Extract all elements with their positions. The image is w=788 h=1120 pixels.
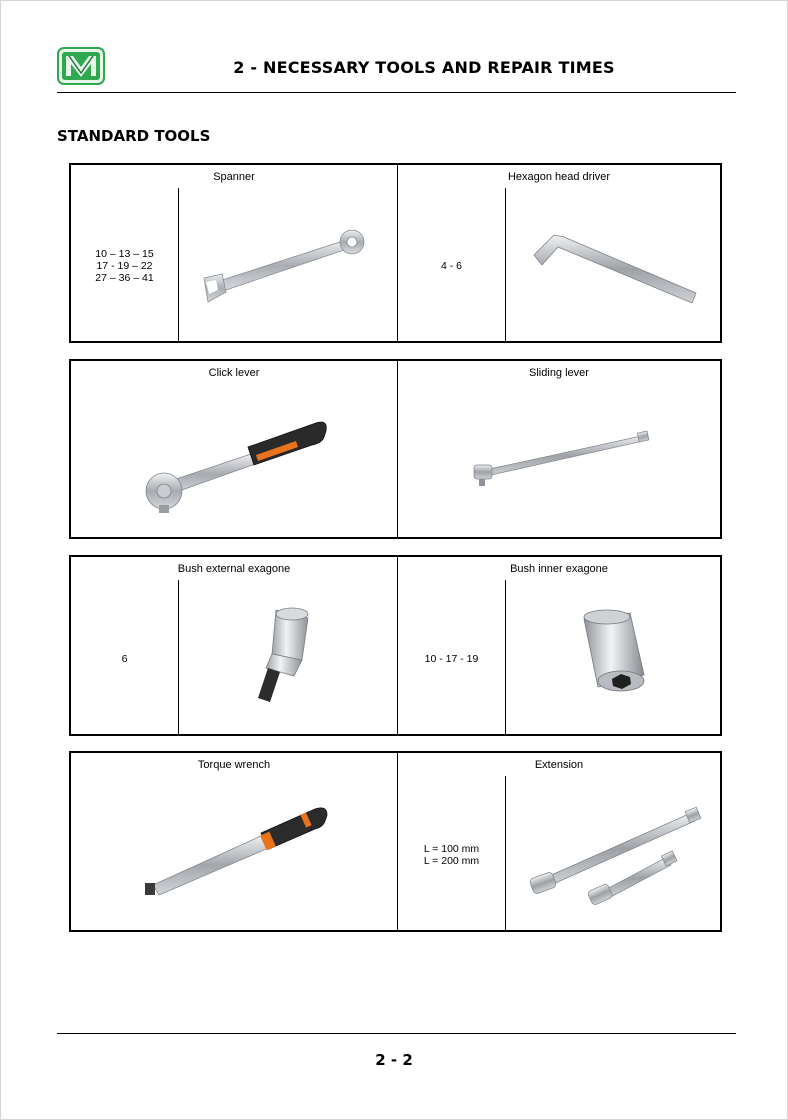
tool-cell-sliding-lever [398,361,720,537]
torque-wrench-image [139,803,334,903]
section-title: STANDARD TOOLS [57,127,211,145]
tool-cell-extension [398,753,720,930]
tool-name: Sliding lever [529,367,589,379]
tool-cell-bush-external-exagone [71,557,398,734]
column-divider [178,188,179,341]
tool-name: Extension [534,759,584,771]
tool-sizes [398,653,505,665]
tool-table-4 [69,751,722,932]
size-line: 27 – 36 – 41 [95,272,154,284]
tool-sizes [71,653,178,665]
footer-rule [57,1033,736,1034]
page-header-title: 2 - NECESSARY TOOLS AND REPAIR TIMES [233,58,615,77]
tool-sizes [398,260,505,272]
tool-cell-torque-wrench [71,753,398,930]
column-divider [505,776,506,930]
column-divider [505,580,506,734]
tool-table-1 [69,163,722,343]
tool-table-2 [69,359,722,539]
size-line: L = 100 mm [423,843,480,855]
size-line: 6 [121,653,128,665]
tool-name: Torque wrench [197,759,271,771]
tool-cell-spanner [71,165,398,341]
size-line: 4 - 6 [440,260,462,272]
tool-name: Bush external exagone [177,563,291,575]
column-divider [178,580,179,734]
tool-table-3 [69,555,722,736]
hex-key-image [528,225,703,310]
tool-name: Hexagon head driver [507,171,611,183]
tool-cell-hexagon-head-driver [398,165,720,341]
tool-name: Click lever [208,367,260,379]
size-line: 17 - 19 – 22 [96,260,153,272]
size-line: 10 - 17 - 19 [424,653,479,665]
ratchet-image [136,409,336,514]
size-line: L = 200 mm [423,855,480,867]
tool-sizes [398,843,505,867]
spanner-image [196,220,381,310]
sliding-bar-image [468,429,658,494]
page-number: 2 - 2 [375,1051,413,1069]
tool-cell-bush-inner-exagone [398,557,720,734]
tool-sizes [71,248,178,284]
tool-name: Bush inner exagone [510,563,608,575]
extension-bars-image [523,805,708,905]
socket-image [570,605,655,700]
tool-name: Spanner [213,171,255,183]
header-rule [57,92,736,93]
column-divider [505,188,506,341]
tool-cell-click-lever [71,361,398,537]
hex-bit-socket-image [236,602,326,712]
size-line: 10 – 13 – 15 [95,248,154,260]
